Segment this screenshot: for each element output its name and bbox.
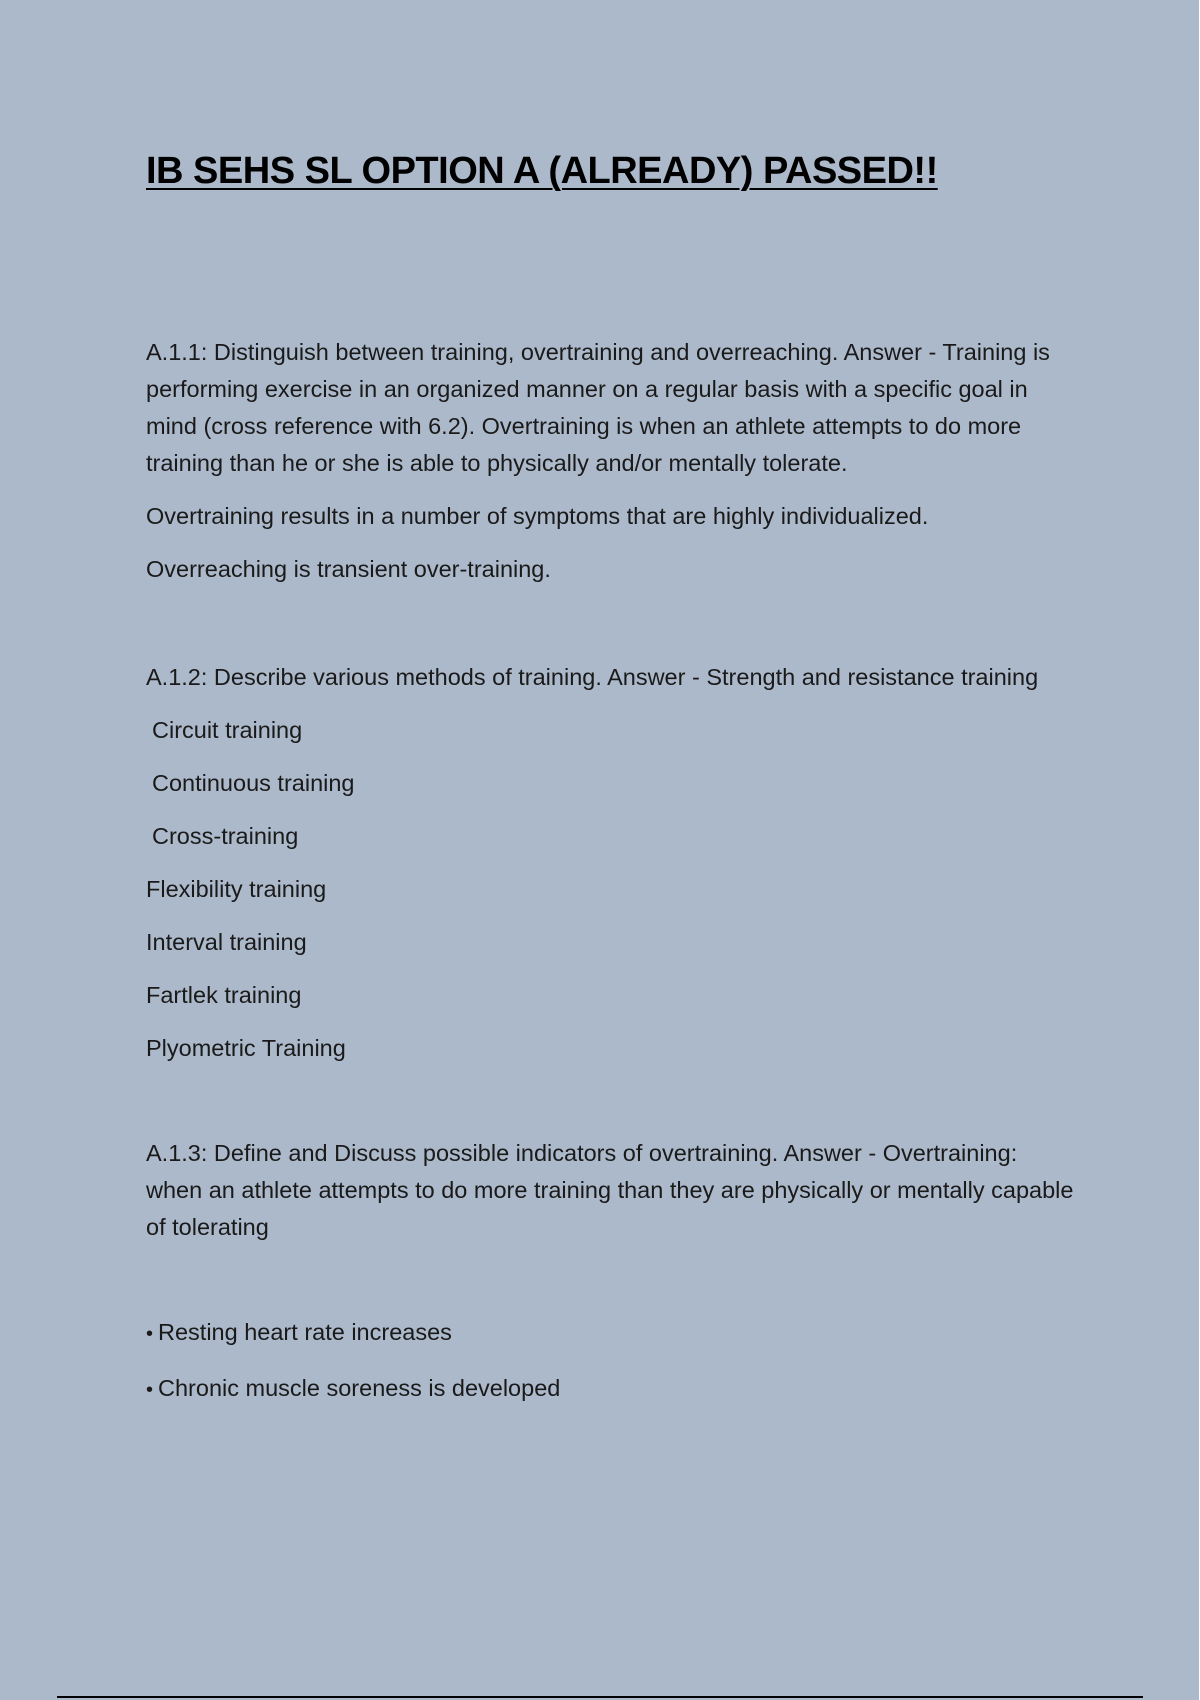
training-method-item: Circuit training (152, 717, 303, 743)
training-method-item: Flexibility training (146, 876, 327, 902)
section-a11-line-3: Overreaching is transient over-training. (146, 556, 551, 582)
bullet-icon: • (146, 1323, 154, 1345)
training-method-item: Interval training (146, 929, 307, 955)
page-title: IB SEHS SL OPTION A (ALREADY) PASSED!! (146, 150, 938, 192)
indicator-list-item (146, 1314, 1076, 1353)
indicator-text: Chronic muscle soreness is developed (158, 1375, 561, 1401)
indicator-text: Resting heart rate increases (158, 1319, 452, 1345)
section-a12-paragraph: A.1.2: Describe various methods of training. Answer - Strength and resistance training (146, 664, 1039, 690)
training-method-item: Fartlek training (146, 982, 302, 1008)
spacer (146, 1262, 1076, 1314)
spacer (146, 604, 1076, 659)
footer-divider (57, 1696, 1143, 1698)
training-method-item: Cross-training (152, 823, 299, 849)
spacer (146, 1083, 1076, 1135)
training-method-item: Plyometric Training (146, 1035, 346, 1061)
document-body (146, 334, 1076, 1426)
training-method-item: Continuous training (152, 770, 355, 796)
section-a11-line-2: Overtraining results in a number of symptoms that are highly individualized. (146, 503, 929, 529)
section-a11-paragraph: A.1.1: Distinguish between training, overtraining and overreaching. Answer - Training is performing exercise in an organized manner on a regular basis with a specific goal in mind (cross reference with 6.2). Overtraining is when an athlete attempts to do more training than he or she is able to physically and/or mentally tolerate. (146, 339, 1050, 476)
bullet-icon: • (146, 1379, 154, 1401)
indicator-list-item (146, 1370, 1076, 1409)
section-a13-paragraph: A.1.3: Define and Discuss possible indicators of overtraining. Answer - Overtraining: when an athlete attempts to do more training than they are physically or mentally capable of tolerating (146, 1140, 1074, 1240)
